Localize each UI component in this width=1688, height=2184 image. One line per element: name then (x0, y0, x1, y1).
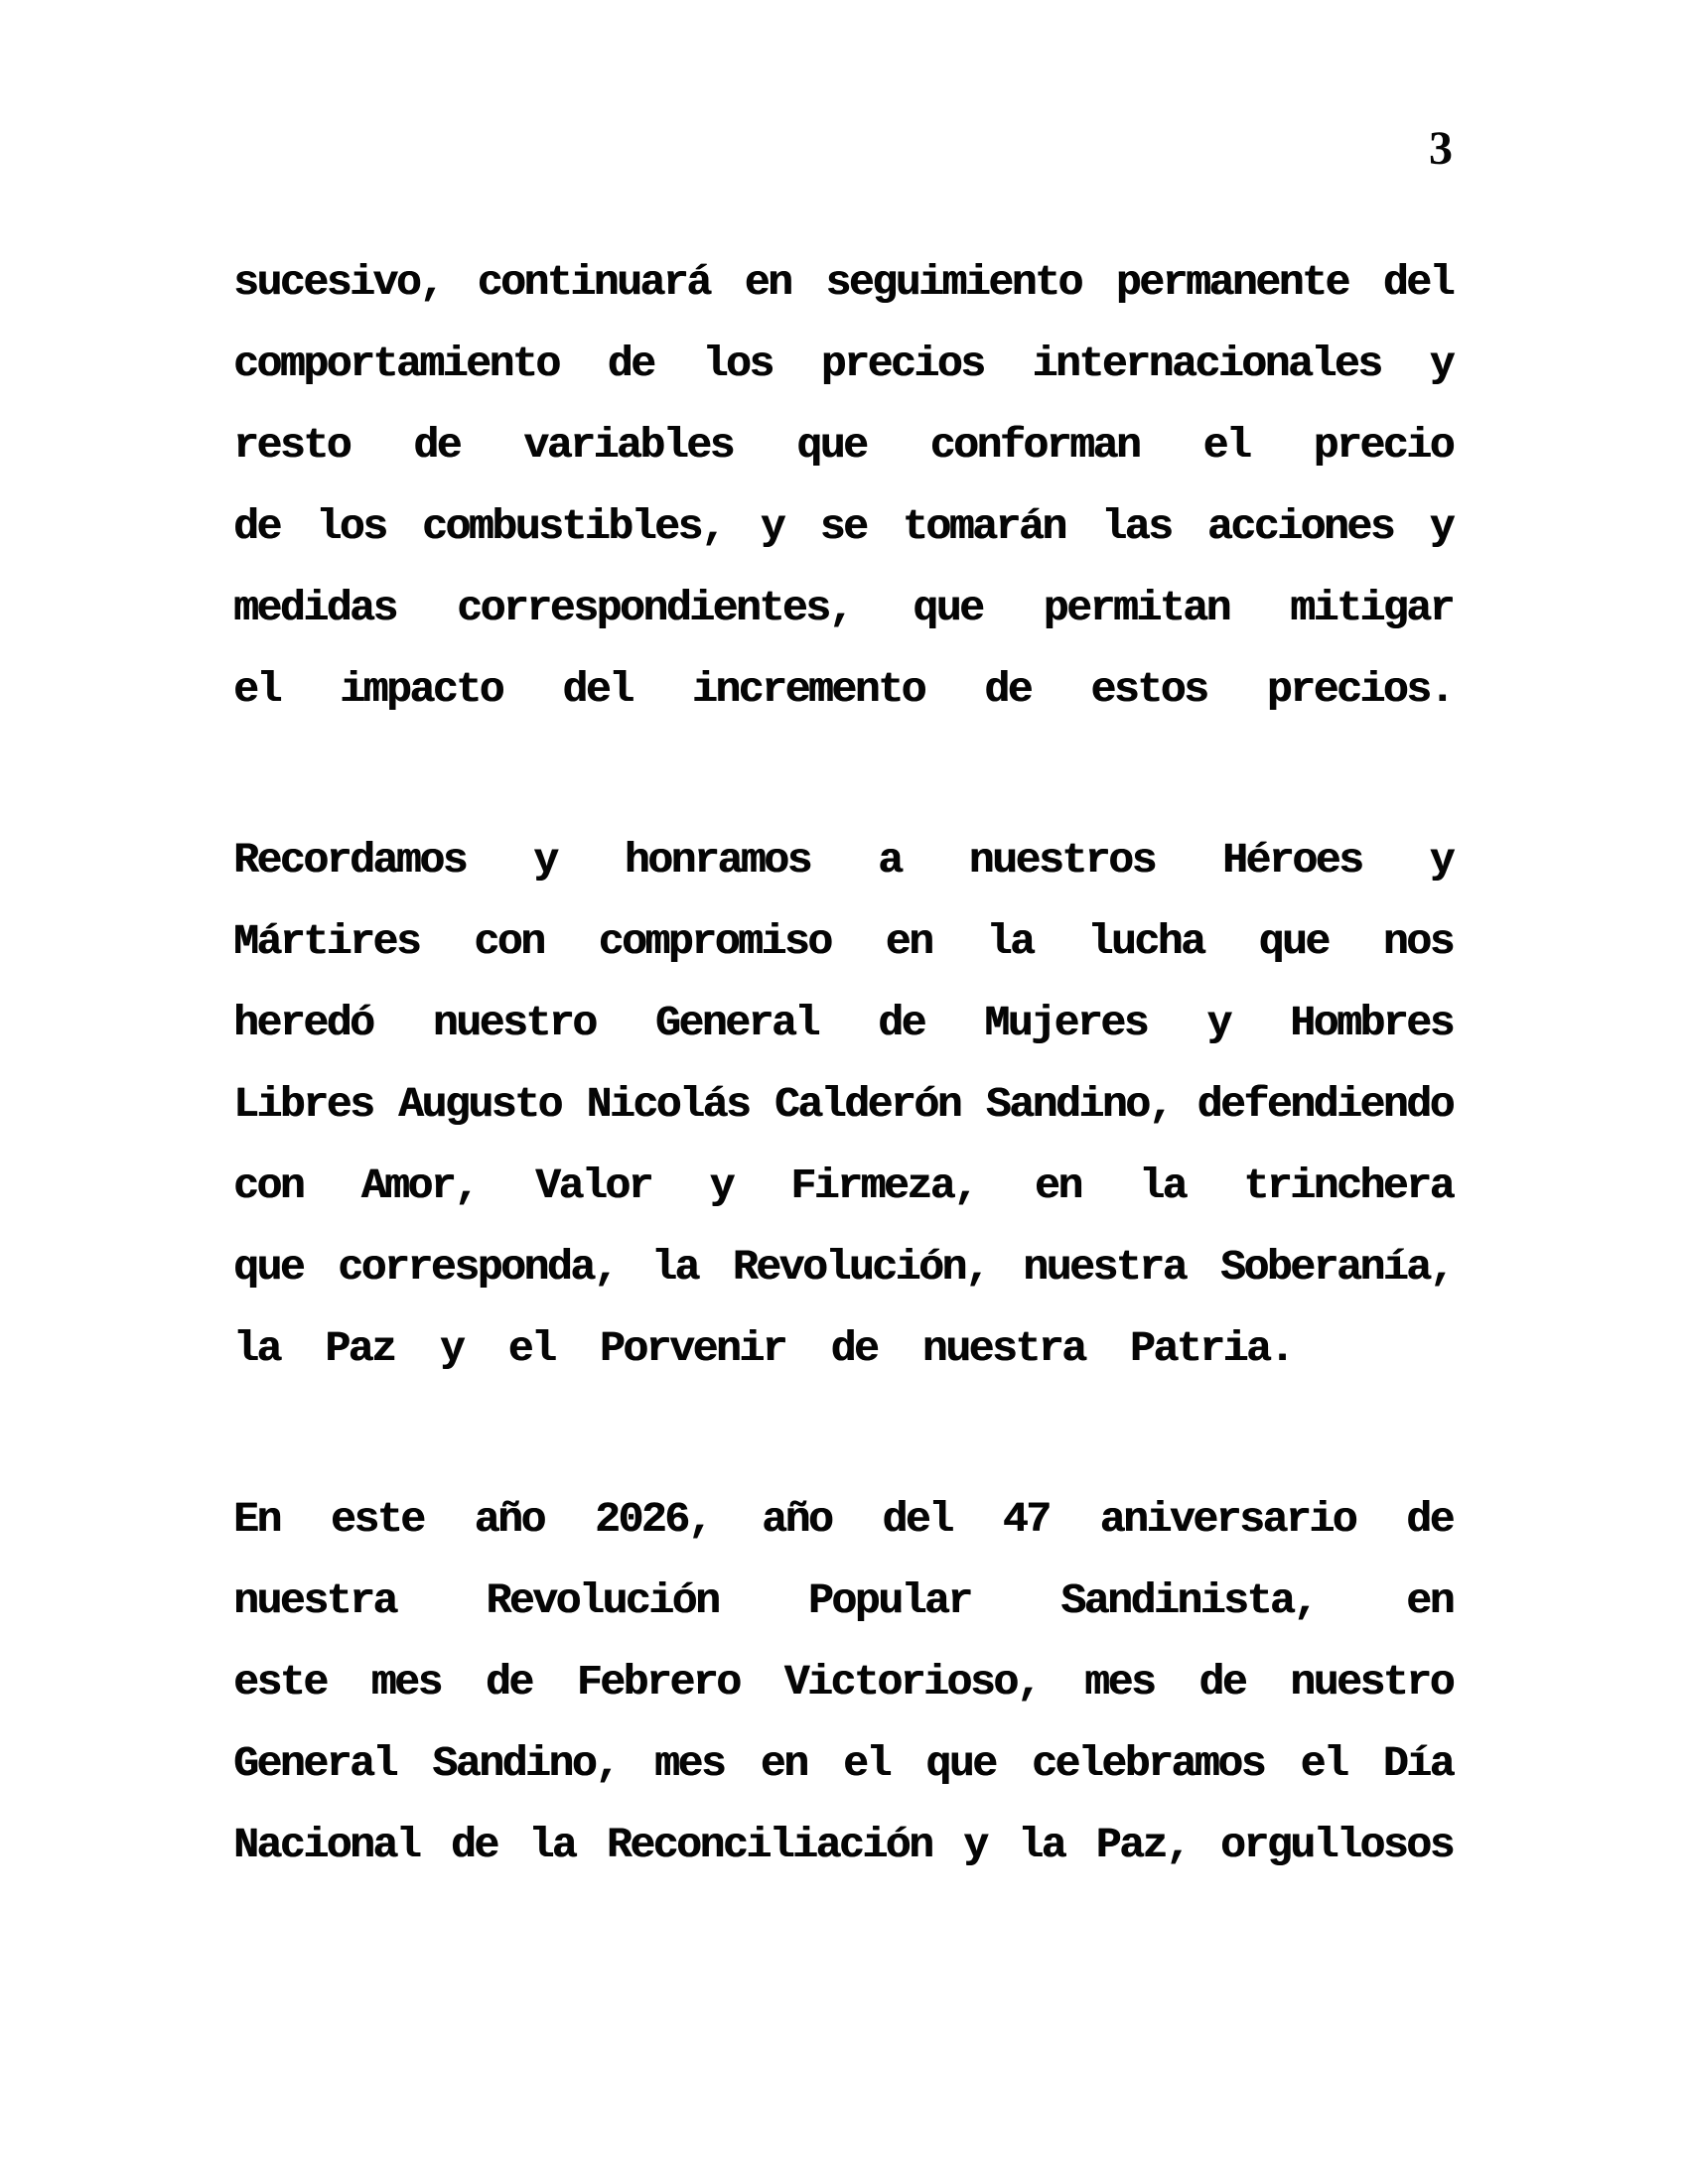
text-line: con Amor, Valor y Firmeza, en la trinchera (233, 1161, 1453, 1210)
paragraph (233, 820, 1453, 1390)
text-line: resto de variables que conforman el precio (233, 421, 1453, 470)
text-line: medidas correspondientes, que permitan mitigar (233, 584, 1453, 632)
text-line: Nacional de la Reconciliación y la Paz, orgullosos (233, 1821, 1453, 1869)
text-line: este mes de Febrero Victorioso, mes de nuestro (233, 1658, 1453, 1706)
text-line: el impacto del incremento de estos precios. (233, 665, 1453, 714)
text-line: la Paz y el Porvenir de nuestra Patria. (233, 1324, 1293, 1373)
text-line: heredó nuestro General de Mujeres y Hombres (233, 999, 1453, 1047)
text-line: Libres Augusto Nicolás Calderón Sandino, defendiendo (233, 1080, 1453, 1129)
text-line: comportamiento de los precios internacionales y (233, 340, 1453, 388)
text-line: de los combustibles, y se tomarán las acciones y (233, 502, 1453, 551)
page-number: 3 (1429, 122, 1453, 175)
document-body (233, 242, 1453, 1886)
text-line: Mártires con compromiso en la lucha que nos (233, 917, 1453, 966)
paragraph (233, 242, 1453, 731)
paragraph (233, 1479, 1453, 1886)
text-line: sucesivo, continuará en seguimiento permanente del (233, 258, 1453, 307)
text-line: En este año 2026, año del 47 aniversario de (233, 1495, 1453, 1544)
text-line: Recordamos y honramos a nuestros Héroes y (233, 836, 1453, 885)
text-line: General Sandino, mes en el que celebramos el Día (233, 1739, 1453, 1788)
text-line: que corresponda, la Revolución, nuestra Soberanía, (233, 1243, 1453, 1292)
text-line: nuestra Revolución Popular Sandinista, en (233, 1576, 1453, 1625)
